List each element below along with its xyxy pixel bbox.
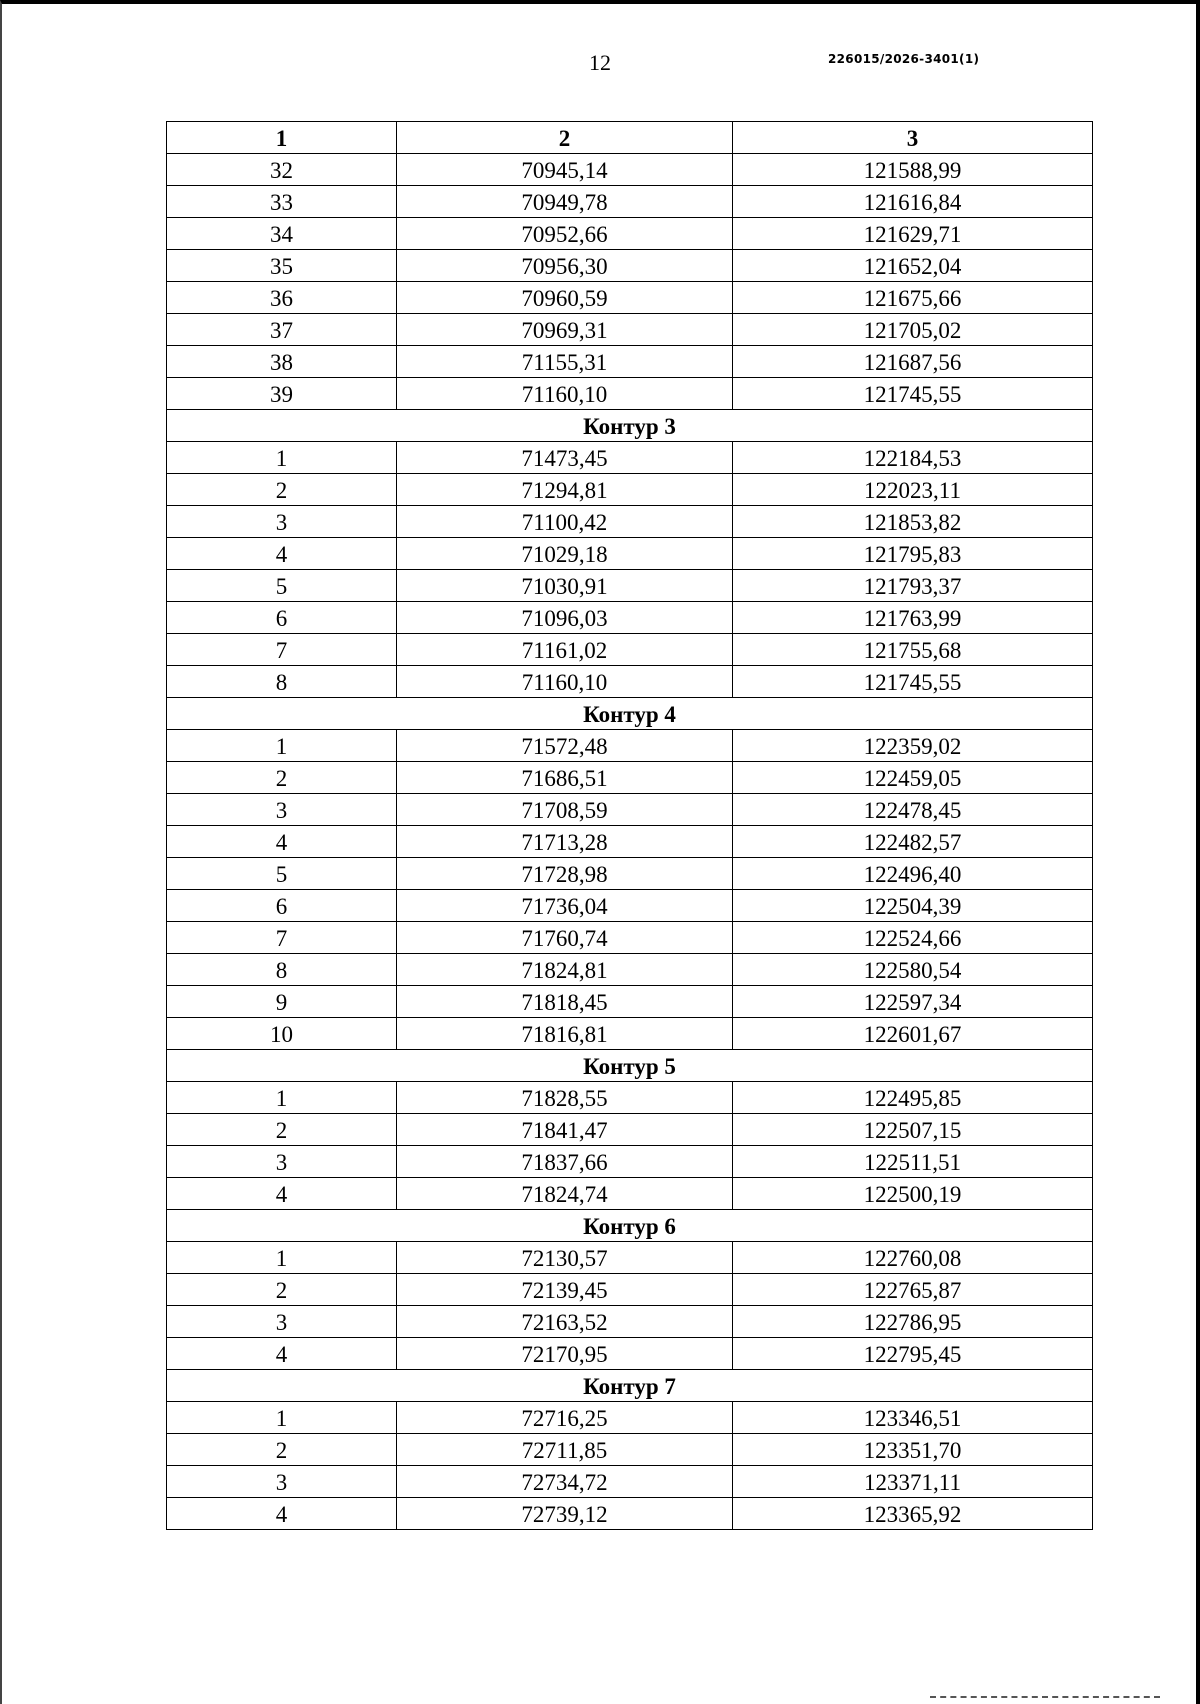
cell-x-coordinate: 71824,74 [397, 1178, 733, 1210]
cell-x-coordinate: 71160,10 [397, 666, 733, 698]
contour-header-row [167, 410, 1093, 442]
cell-y-coordinate: 122459,05 [733, 762, 1093, 794]
column-header-x: 2 [397, 122, 733, 154]
cell-y-coordinate: 122580,54 [733, 954, 1093, 986]
cell-x-coordinate: 72139,45 [397, 1274, 733, 1306]
cell-x-coordinate: 70969,31 [397, 314, 733, 346]
cell-y-coordinate: 123371,11 [733, 1466, 1093, 1498]
cell-x-coordinate: 71160,10 [397, 378, 733, 410]
cell-point-number: 4 [167, 1338, 397, 1370]
cell-y-coordinate: 122795,45 [733, 1338, 1093, 1370]
cell-point-number: 2 [167, 1434, 397, 1466]
table-row [167, 1498, 1093, 1530]
cell-point-number: 3 [167, 794, 397, 826]
cell-x-coordinate: 70952,66 [397, 218, 733, 250]
cell-point-number: 4 [167, 1498, 397, 1530]
contour-header-row [167, 698, 1093, 730]
table-row [167, 1274, 1093, 1306]
cell-y-coordinate: 121629,71 [733, 218, 1093, 250]
document-code: 226015/2026-3401(1) [828, 52, 980, 66]
cell-point-number: 34 [167, 218, 397, 250]
contour-title: Контур 3 [167, 410, 1093, 442]
cell-x-coordinate: 71828,55 [397, 1082, 733, 1114]
cell-point-number: 8 [167, 666, 397, 698]
cell-x-coordinate: 71161,02 [397, 634, 733, 666]
cell-y-coordinate: 122504,39 [733, 890, 1093, 922]
column-header-point: 1 [167, 122, 397, 154]
cell-point-number: 1 [167, 1242, 397, 1274]
cell-x-coordinate: 71818,45 [397, 986, 733, 1018]
cell-point-number: 3 [167, 1146, 397, 1178]
cell-point-number: 35 [167, 250, 397, 282]
table-row [167, 954, 1093, 986]
cell-y-coordinate: 122507,15 [733, 1114, 1093, 1146]
cell-point-number: 2 [167, 1114, 397, 1146]
table-row [167, 1338, 1093, 1370]
table-row [167, 1466, 1093, 1498]
cell-y-coordinate: 122500,19 [733, 1178, 1093, 1210]
cell-x-coordinate: 70949,78 [397, 186, 733, 218]
cell-point-number: 2 [167, 1274, 397, 1306]
table-row [167, 314, 1093, 346]
cell-y-coordinate: 122601,67 [733, 1018, 1093, 1050]
table-row [167, 1306, 1093, 1338]
table-row [167, 794, 1093, 826]
cell-y-coordinate: 122760,08 [733, 1242, 1093, 1274]
cell-point-number: 5 [167, 858, 397, 890]
contour-title: Контур 5 [167, 1050, 1093, 1082]
table-row [167, 1242, 1093, 1274]
table-row [167, 154, 1093, 186]
cell-point-number: 39 [167, 378, 397, 410]
cell-point-number: 33 [167, 186, 397, 218]
cell-point-number: 7 [167, 634, 397, 666]
table-row [167, 506, 1093, 538]
cell-point-number: 2 [167, 762, 397, 794]
cell-point-number: 3 [167, 1306, 397, 1338]
table-row [167, 1082, 1093, 1114]
contour-header-row [167, 1050, 1093, 1082]
table-row [167, 1178, 1093, 1210]
cell-y-coordinate: 122478,45 [733, 794, 1093, 826]
cell-y-coordinate: 122597,34 [733, 986, 1093, 1018]
cell-y-coordinate: 122359,02 [733, 730, 1093, 762]
contour-header-row [167, 1210, 1093, 1242]
cell-y-coordinate: 122023,11 [733, 474, 1093, 506]
cell-y-coordinate: 123346,51 [733, 1402, 1093, 1434]
table-row [167, 634, 1093, 666]
cell-x-coordinate: 71728,98 [397, 858, 733, 890]
cell-y-coordinate: 121793,37 [733, 570, 1093, 602]
cell-y-coordinate: 121687,56 [733, 346, 1093, 378]
table-row [167, 858, 1093, 890]
table-row [167, 346, 1093, 378]
cell-x-coordinate: 72170,95 [397, 1338, 733, 1370]
table-row [167, 730, 1093, 762]
cell-point-number: 4 [167, 826, 397, 858]
cell-point-number: 37 [167, 314, 397, 346]
cell-y-coordinate: 121745,55 [733, 378, 1093, 410]
table-row [167, 570, 1093, 602]
cell-x-coordinate: 71473,45 [397, 442, 733, 474]
table-row [167, 186, 1093, 218]
cell-x-coordinate: 71736,04 [397, 890, 733, 922]
cell-x-coordinate: 71572,48 [397, 730, 733, 762]
cell-point-number: 36 [167, 282, 397, 314]
cell-x-coordinate: 71100,42 [397, 506, 733, 538]
contour-title: Контур 7 [167, 1370, 1093, 1402]
table-row [167, 826, 1093, 858]
cell-x-coordinate: 72711,85 [397, 1434, 733, 1466]
table-row [167, 218, 1093, 250]
cell-x-coordinate: 71816,81 [397, 1018, 733, 1050]
cell-x-coordinate: 71029,18 [397, 538, 733, 570]
cell-y-coordinate: 121763,99 [733, 602, 1093, 634]
cell-point-number: 4 [167, 1178, 397, 1210]
cell-y-coordinate: 121755,68 [733, 634, 1093, 666]
cell-point-number: 1 [167, 1402, 397, 1434]
table-row [167, 474, 1093, 506]
cell-point-number: 9 [167, 986, 397, 1018]
cell-x-coordinate: 71686,51 [397, 762, 733, 794]
cell-point-number: 6 [167, 602, 397, 634]
cell-x-coordinate: 71760,74 [397, 922, 733, 954]
cell-point-number: 5 [167, 570, 397, 602]
table-row [167, 986, 1093, 1018]
cell-point-number: 1 [167, 1082, 397, 1114]
cell-x-coordinate: 71708,59 [397, 794, 733, 826]
cell-point-number: 7 [167, 922, 397, 954]
cell-point-number: 8 [167, 954, 397, 986]
cell-x-coordinate: 71824,81 [397, 954, 733, 986]
page-number: 12 [589, 50, 611, 75]
contour-title: Контур 6 [167, 1210, 1093, 1242]
table-row [167, 282, 1093, 314]
cell-y-coordinate: 121795,83 [733, 538, 1093, 570]
table-row [167, 538, 1093, 570]
table-row [167, 250, 1093, 282]
table-row [167, 1402, 1093, 1434]
table-row [167, 442, 1093, 474]
table-row [167, 1434, 1093, 1466]
cell-point-number: 1 [167, 442, 397, 474]
cell-x-coordinate: 70960,59 [397, 282, 733, 314]
cell-y-coordinate: 122184,53 [733, 442, 1093, 474]
cell-x-coordinate: 72163,52 [397, 1306, 733, 1338]
cell-y-coordinate: 122765,87 [733, 1274, 1093, 1306]
cell-y-coordinate: 122524,66 [733, 922, 1093, 954]
cell-point-number: 1 [167, 730, 397, 762]
cell-x-coordinate: 70956,30 [397, 250, 733, 282]
cell-y-coordinate: 123365,92 [733, 1498, 1093, 1530]
cell-y-coordinate: 122496,40 [733, 858, 1093, 890]
cell-x-coordinate: 71837,66 [397, 1146, 733, 1178]
cell-point-number: 2 [167, 474, 397, 506]
cell-y-coordinate: 122495,85 [733, 1082, 1093, 1114]
cell-y-coordinate: 122511,51 [733, 1146, 1093, 1178]
cell-x-coordinate: 71155,31 [397, 346, 733, 378]
cell-point-number: 4 [167, 538, 397, 570]
cell-point-number: 6 [167, 890, 397, 922]
cell-x-coordinate: 71030,91 [397, 570, 733, 602]
table-row [167, 890, 1093, 922]
cell-x-coordinate: 72734,72 [397, 1466, 733, 1498]
cell-point-number: 32 [167, 154, 397, 186]
cell-x-coordinate: 71841,47 [397, 1114, 733, 1146]
cell-x-coordinate: 70945,14 [397, 154, 733, 186]
bottom-edge-mark [930, 1696, 1160, 1702]
cell-y-coordinate: 121652,04 [733, 250, 1093, 282]
cell-point-number: 3 [167, 506, 397, 538]
table-row [167, 1018, 1093, 1050]
table-row [167, 922, 1093, 954]
table-body [167, 154, 1093, 1530]
cell-point-number: 10 [167, 1018, 397, 1050]
cell-x-coordinate: 71294,81 [397, 474, 733, 506]
table-row [167, 762, 1093, 794]
cell-y-coordinate: 121675,66 [733, 282, 1093, 314]
table-row [167, 666, 1093, 698]
cell-y-coordinate: 121853,82 [733, 506, 1093, 538]
cell-y-coordinate: 121705,02 [733, 314, 1093, 346]
cell-x-coordinate: 71096,03 [397, 602, 733, 634]
cell-y-coordinate: 121745,55 [733, 666, 1093, 698]
table-row [167, 1114, 1093, 1146]
table-row [167, 602, 1093, 634]
cell-x-coordinate: 72739,12 [397, 1498, 733, 1530]
table-row [167, 1146, 1093, 1178]
table-row [167, 378, 1093, 410]
cell-x-coordinate: 72130,57 [397, 1242, 733, 1274]
cell-x-coordinate: 72716,25 [397, 1402, 733, 1434]
cell-y-coordinate: 123351,70 [733, 1434, 1093, 1466]
cell-point-number: 3 [167, 1466, 397, 1498]
table-header-row [167, 122, 1093, 154]
cell-y-coordinate: 122482,57 [733, 826, 1093, 858]
cell-y-coordinate: 121588,99 [733, 154, 1093, 186]
coordinates-table [166, 121, 1093, 1530]
cell-point-number: 38 [167, 346, 397, 378]
cell-x-coordinate: 71713,28 [397, 826, 733, 858]
contour-header-row [167, 1370, 1093, 1402]
column-header-y: 3 [733, 122, 1093, 154]
cell-y-coordinate: 122786,95 [733, 1306, 1093, 1338]
contour-title: Контур 4 [167, 698, 1093, 730]
cell-y-coordinate: 121616,84 [733, 186, 1093, 218]
